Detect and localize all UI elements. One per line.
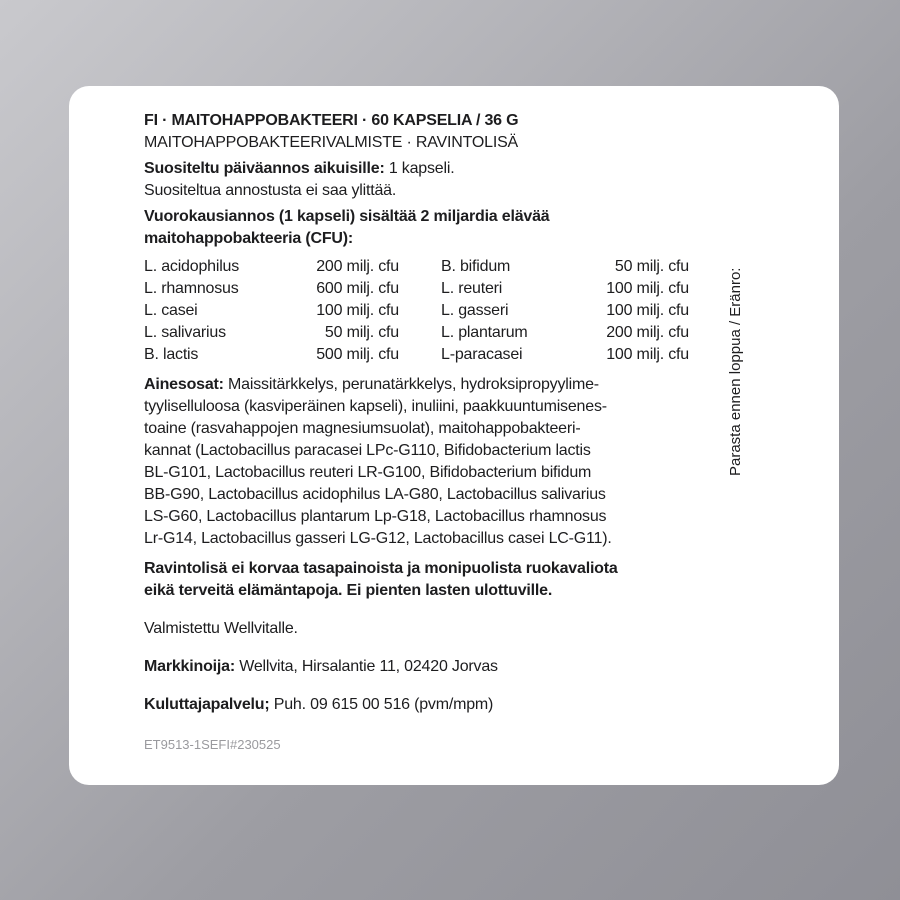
strain-amount: 100 milj. cfu [606,280,689,297]
ingredients-line: Maissitärkkelys, perunatärkkelys, hydroksipropyylime- [223,376,599,393]
customer-service-value: Puh. 09 615 00 516 (pvm/mpm) [269,696,494,713]
strain-amount: 500 milj. cfu [316,346,399,363]
daily-intake-line2: maitohappobakteeria (CFU): [144,230,354,247]
best-before-text: Parasta ennen loppua / Eränro: [727,267,744,476]
ingredients-line: BL-G101, Lactobacillus reuteri LR-G100, Bifidobacterium bifidum [144,464,592,481]
strain-amount: 100 milj. cfu [606,302,689,319]
dosage-note: Suositeltua annostusta ei saa ylittää. [144,182,397,199]
strain-name: L. rhamnosus [144,280,239,297]
strain-name: B. bifidum [441,258,511,275]
strain-name: B. lactis [144,346,199,363]
warning-line1: Ravintolisä ei korvaa tasapainoista ja monipuolista ruokavaliota [144,560,618,577]
dosage-label: Suositeltu päiväannos aikuisille: [144,160,385,177]
product-label [69,86,839,785]
dosage-line [144,158,704,180]
strain-amount: 200 milj. cfu [316,258,399,275]
column-spacer [399,322,441,344]
customer-service-line [144,694,704,716]
strain-name: L-paracasei [441,346,523,363]
strain-name: L. acidophilus [144,258,240,275]
strain-table [144,256,704,366]
ingredients-line: Lr-G14, Lactobacillus gasseri LG-G12, Lactobacillus casei LC-G11). [144,530,612,547]
strain-amount: 50 milj. cfu [324,324,399,341]
ingredients-section [144,374,704,550]
strain-name: L. casei [144,302,198,319]
strain-amount: 50 milj. cfu [614,258,689,275]
dosage-value: 1 kapseli. [384,160,455,177]
product-subtitle: MAITOHAPPOBAKTEERIVALMISTE · RAVINTOLISÄ [144,134,519,151]
strain-amount: 200 milj. cfu [606,324,689,341]
strain-name: L. salivarius [144,324,226,341]
product-title: FI · MAITOHAPPOBAKTEERI · 60 KAPSELIA / 36 G [144,112,519,129]
ingredients-line: kannat (Lactobacillus paracasei LPc-G110, Bifidobacterium lactis [144,442,591,459]
manufacturer-text: Valmistettu Wellvitalle. [144,620,298,637]
product-code: ET9513-1SEFI#230525 [144,737,281,752]
strain-name: L. gasseri [441,302,509,319]
strain-name: L. plantarum [441,324,528,341]
ingredients-line: LS-G60, Lactobacillus plantarum Lp-G18, Lactobacillus rhamnosus [144,508,607,525]
strain-amount: 100 milj. cfu [606,346,689,363]
marketer-label: Markkinoija: [144,658,235,675]
column-spacer [399,344,441,366]
ingredients-line: toaine (rasvahappojen magnesiumsuolat), maitohappobakteeri- [144,420,581,437]
column-spacer [399,300,441,322]
marketer-value: Wellvita, Hirsalantie 11, 02420 Jorvas [234,658,498,675]
label-content [144,110,704,756]
customer-service-label: Kuluttajapalvelu; [144,696,270,713]
ingredients-line: tyyliselluloosa (kasviperäinen kapseli), inuliini, paakkuuntumisenes- [144,398,607,415]
daily-intake-line1: Vuorokausiannos (1 kapseli) sisältää 2 miljardia elävää [144,208,550,225]
warning-line2: eikä terveitä elämäntapoja. Ei pienten lasten ulottuville. [144,582,553,599]
ingredients-label: Ainesosat: [144,376,224,393]
column-spacer [399,278,441,300]
strain-name: L. reuteri [441,280,503,297]
marketer-line [144,656,704,678]
column-spacer [399,256,441,278]
strain-amount: 100 milj. cfu [316,302,399,319]
ingredients-line: BB-G90, Lactobacillus acidophilus LA-G80, Lactobacillus salivarius [144,486,606,503]
strain-amount: 600 milj. cfu [316,280,399,297]
